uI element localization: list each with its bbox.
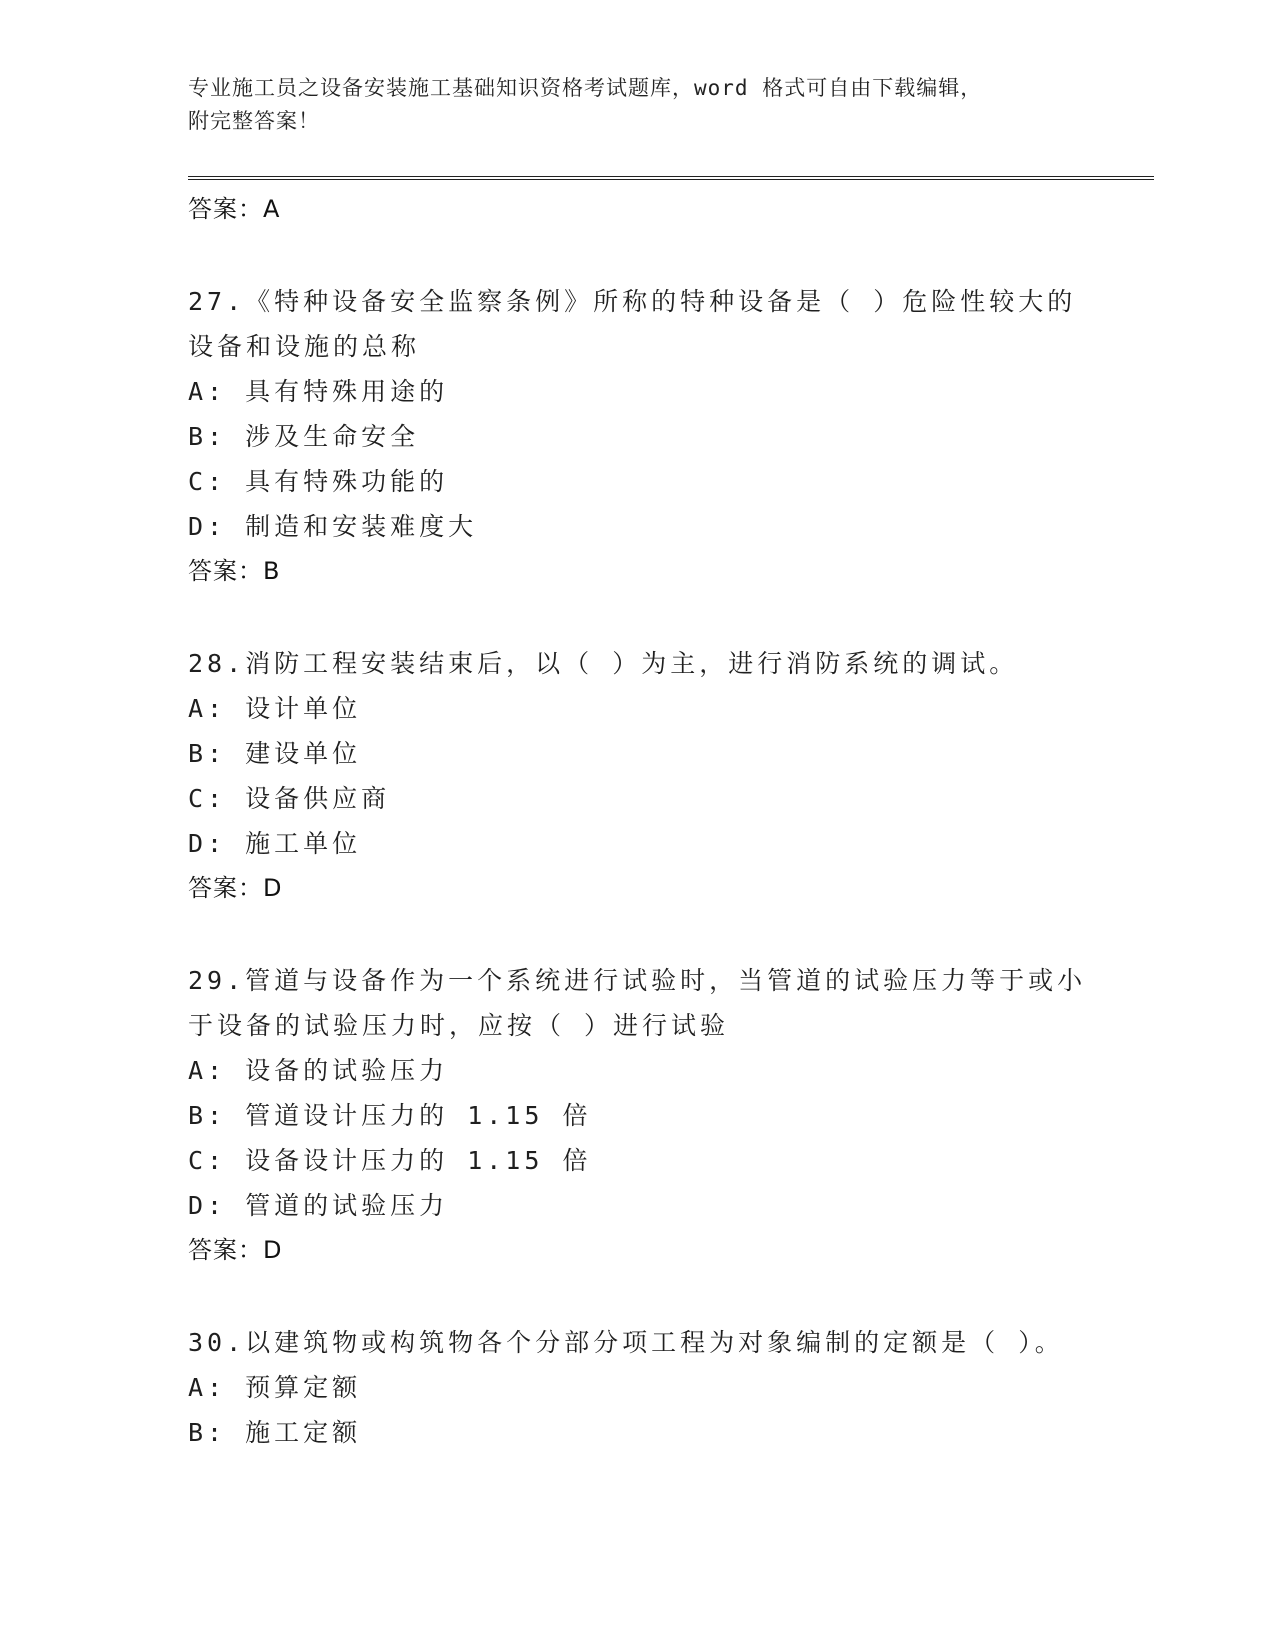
option-d: D: 施工单位 bbox=[188, 829, 362, 858]
option-d: D: 制造和安装难度大 bbox=[188, 512, 478, 541]
header-line-1: 专业施工员之设备安装施工基础知识资格考试题库，word 格式可自由下载编辑， bbox=[188, 76, 983, 100]
question-stem-line: 29.管道与设备作为一个系统进行试验时，当管道的试验压力等于或小 bbox=[188, 966, 1087, 995]
option-c: C: 设备供应商 bbox=[188, 784, 391, 813]
question-stem-line: 28.消防工程安装结束后，以（ ）为主，进行消防系统的调试。 bbox=[188, 649, 1019, 678]
option-b: B: 管道设计压力的 1.15 倍 bbox=[188, 1101, 592, 1130]
option-a: A: 预算定额 bbox=[188, 1373, 362, 1402]
question-stem-line: 于设备的试验压力时，应按（ ）进行试验 bbox=[188, 1011, 730, 1040]
question-list bbox=[188, 187, 1148, 1455]
option-a: A: 设备的试验压力 bbox=[188, 1056, 449, 1085]
option-b: B: 施工定额 bbox=[188, 1418, 362, 1447]
question-stem-line: 设备和设施的总称 bbox=[188, 332, 421, 361]
answer-line: 答案：B bbox=[188, 557, 281, 585]
option-a: A: 具有特殊用途的 bbox=[188, 377, 449, 406]
option-b: B: 涉及生命安全 bbox=[188, 422, 420, 451]
header-line-2: 附完整答案！ bbox=[188, 109, 320, 133]
option-a: A: 设计单位 bbox=[188, 694, 362, 723]
question-28 bbox=[188, 641, 1148, 911]
option-c: C: 设备设计压力的 1.15 倍 bbox=[188, 1146, 592, 1175]
question-stem-line: 27.《特种设备安全监察条例》所称的特种设备是（ ）危险性较大的 bbox=[188, 287, 1077, 316]
option-b: B: 建设单位 bbox=[188, 739, 362, 768]
option-d: D: 管道的试验压力 bbox=[188, 1191, 449, 1220]
option-c: C: 具有特殊功能的 bbox=[188, 467, 449, 496]
question-27 bbox=[188, 279, 1148, 594]
answer-line: 答案：D bbox=[188, 1236, 283, 1264]
answer-line: 答案：D bbox=[188, 874, 283, 902]
previous-answer: 答案：A bbox=[188, 195, 281, 223]
header-divider bbox=[188, 176, 1154, 180]
question-29 bbox=[188, 958, 1148, 1273]
question-30 bbox=[188, 1320, 1148, 1455]
question-stem-line: 30.以建筑物或构筑物各个分部分项工程为对象编制的定额是（ ）。 bbox=[188, 1328, 1064, 1357]
document-header bbox=[188, 72, 1088, 138]
